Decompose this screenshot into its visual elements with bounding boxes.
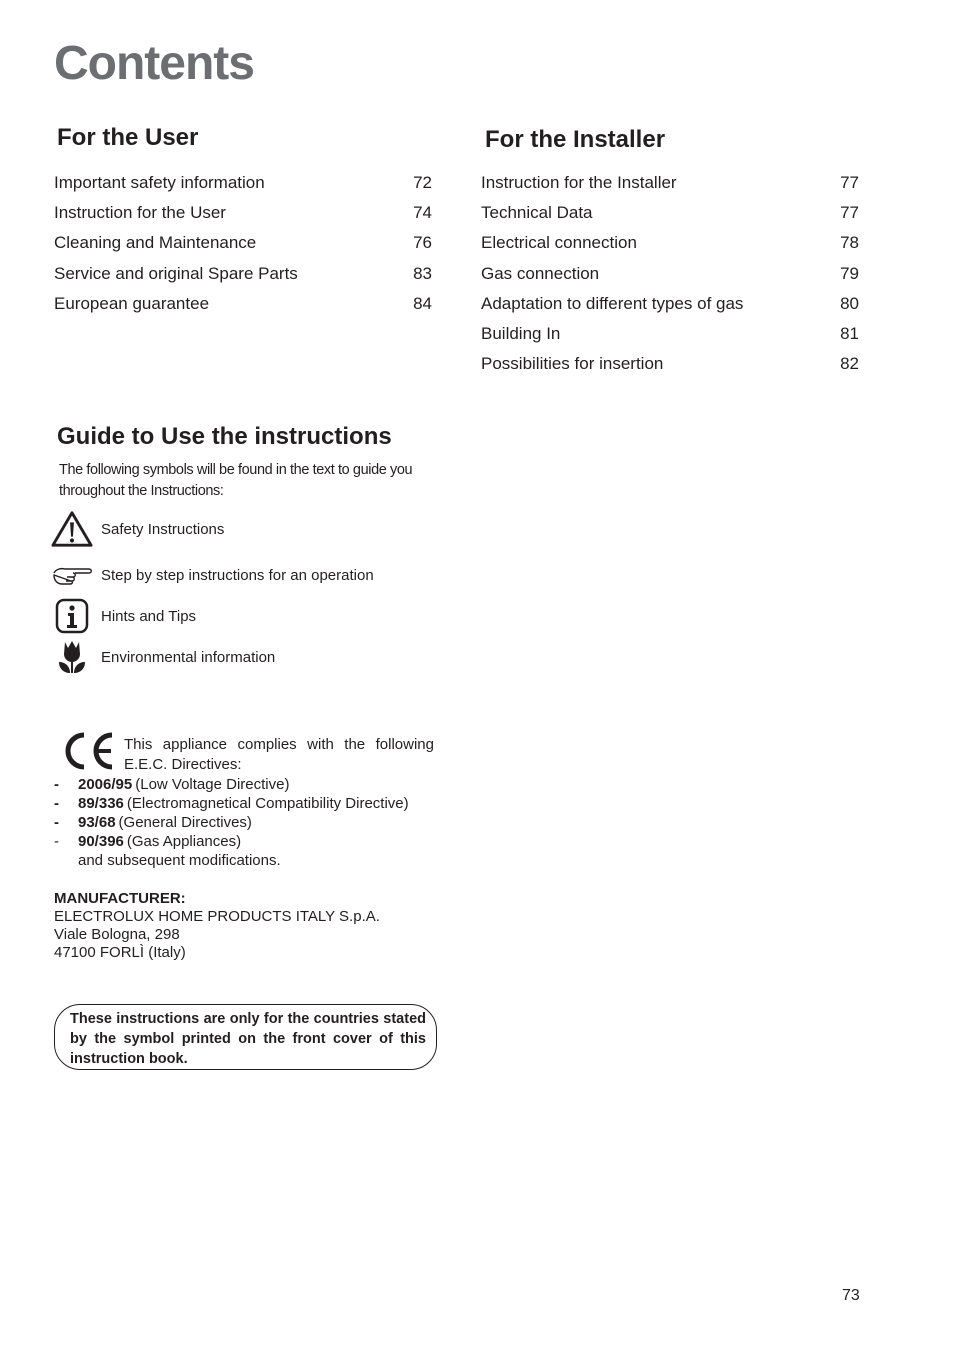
country-notice-box: These instructions are only for the countries stated by the symbol printed on the front cover of this instruction book. bbox=[54, 1004, 437, 1070]
directive-footer: and subsequent modifications. bbox=[78, 852, 281, 869]
info-icon bbox=[51, 596, 93, 636]
toc-entry-page: 77 bbox=[840, 173, 859, 192]
compliance-statement: This appliance complies with the following E.E.C. Directives: bbox=[124, 736, 434, 773]
toc-entry bbox=[481, 294, 859, 324]
directive-item: - 2006/95 (Low Voltage Directive) bbox=[54, 776, 290, 793]
symbol-row-safety bbox=[51, 509, 224, 549]
directive-desc: (Low Voltage Directive) bbox=[135, 776, 290, 793]
user-section-title: For the User bbox=[57, 124, 199, 151]
toc-entry-page: 83 bbox=[413, 263, 432, 283]
warning-triangle-icon bbox=[51, 509, 93, 549]
directive-code: 2006/95 bbox=[78, 776, 133, 793]
toc-entry bbox=[481, 264, 859, 294]
manufacturer-label: MANUFACTURER: bbox=[54, 890, 186, 907]
toc-entry-label: Technical Data bbox=[481, 203, 593, 223]
toc-entry bbox=[54, 294, 432, 324]
toc-entry-page: 77 bbox=[840, 203, 859, 223]
toc-entry-label: Electrical connection bbox=[481, 233, 637, 253]
toc-entry-page: 72 bbox=[413, 173, 432, 192]
toc-entry-page: 74 bbox=[413, 203, 432, 223]
toc-entry bbox=[481, 173, 859, 203]
directive-desc: (Gas Appliances) bbox=[126, 833, 242, 850]
toc-entry-label: Possibilities for insertion bbox=[481, 354, 664, 374]
toc-entry-page: 80 bbox=[840, 293, 859, 313]
page-title: Contents bbox=[54, 37, 254, 90]
symbol-label: Safety Instructions bbox=[101, 520, 225, 538]
symbol-label: Step by step instructions for an operation bbox=[101, 566, 374, 584]
environment-flower-icon bbox=[51, 637, 93, 677]
toc-entry bbox=[54, 173, 432, 203]
directive-desc: (General Directives) bbox=[118, 814, 252, 831]
directive-item: - 90/396 (Gas Appliances) bbox=[54, 833, 242, 850]
toc-entry-page: 79 bbox=[840, 263, 859, 283]
symbol-row-hints bbox=[51, 596, 196, 636]
symbol-row-steps bbox=[51, 555, 374, 595]
symbol-label: Environmental information bbox=[101, 648, 276, 666]
manufacturer-street: Viale Bologna, 298 bbox=[54, 926, 180, 943]
toc-entry-label: Building In bbox=[481, 323, 561, 343]
toc-entry bbox=[481, 324, 859, 354]
toc-entry bbox=[481, 233, 859, 263]
toc-entry-page: 76 bbox=[413, 233, 432, 253]
toc-entry-label: Gas connection bbox=[481, 263, 600, 283]
manufacturer-city: 47100 FORLÌ (Italy) bbox=[54, 944, 186, 961]
toc-entry-page: 81 bbox=[840, 323, 859, 343]
ce-mark-icon bbox=[60, 730, 118, 772]
directive-item: - 89/336 (Electromagnetical Compatibility Directive) bbox=[54, 795, 409, 812]
installer-toc-list bbox=[481, 173, 859, 384]
toc-entry-page: 82 bbox=[840, 354, 859, 374]
toc-entry bbox=[54, 264, 432, 294]
directive-item: - 93/68 (General Directives) bbox=[54, 814, 252, 831]
toc-entry-label: Cleaning and Maintenance bbox=[54, 233, 257, 253]
directive-code: 90/396 bbox=[78, 833, 124, 850]
installer-section-title: For the Installer bbox=[485, 126, 666, 153]
toc-entry bbox=[481, 354, 859, 384]
toc-entry-page: 84 bbox=[413, 293, 432, 313]
toc-entry-label: Important safety information bbox=[54, 173, 265, 192]
symbol-label: Hints and Tips bbox=[101, 607, 197, 625]
toc-entry-page: 78 bbox=[840, 233, 859, 253]
directive-list bbox=[54, 775, 444, 870]
manufacturer-name: ELECTROLUX HOME PRODUCTS ITALY S.p.A. bbox=[54, 908, 380, 925]
manufacturer-block bbox=[54, 890, 454, 962]
directive-code: 93/68 bbox=[78, 814, 116, 831]
pointing-hand-icon bbox=[51, 555, 93, 595]
user-toc-list bbox=[54, 173, 432, 324]
guide-section-title: Guide to Use the instructions bbox=[57, 423, 392, 450]
toc-entry bbox=[481, 203, 859, 233]
guide-intro-text: The following symbols will be found in the text to guide you throughout the Instructions: bbox=[59, 462, 413, 499]
directive-desc: (Electromagnetical Compatibility Directive) bbox=[126, 795, 409, 812]
toc-entry-label: Instruction for the User bbox=[54, 203, 226, 223]
directive-code: 89/336 bbox=[78, 795, 124, 812]
toc-entry-label: Adaptation to different types of gas bbox=[481, 293, 744, 313]
toc-entry-label: Service and original Spare Parts bbox=[54, 263, 298, 283]
symbol-row-environment bbox=[51, 637, 275, 677]
toc-entry bbox=[54, 233, 432, 263]
page-number: 73 bbox=[842, 1287, 860, 1304]
toc-entry bbox=[54, 203, 432, 233]
toc-entry-label: European guarantee bbox=[54, 293, 210, 313]
toc-entry-label: Instruction for the Installer bbox=[481, 173, 677, 192]
